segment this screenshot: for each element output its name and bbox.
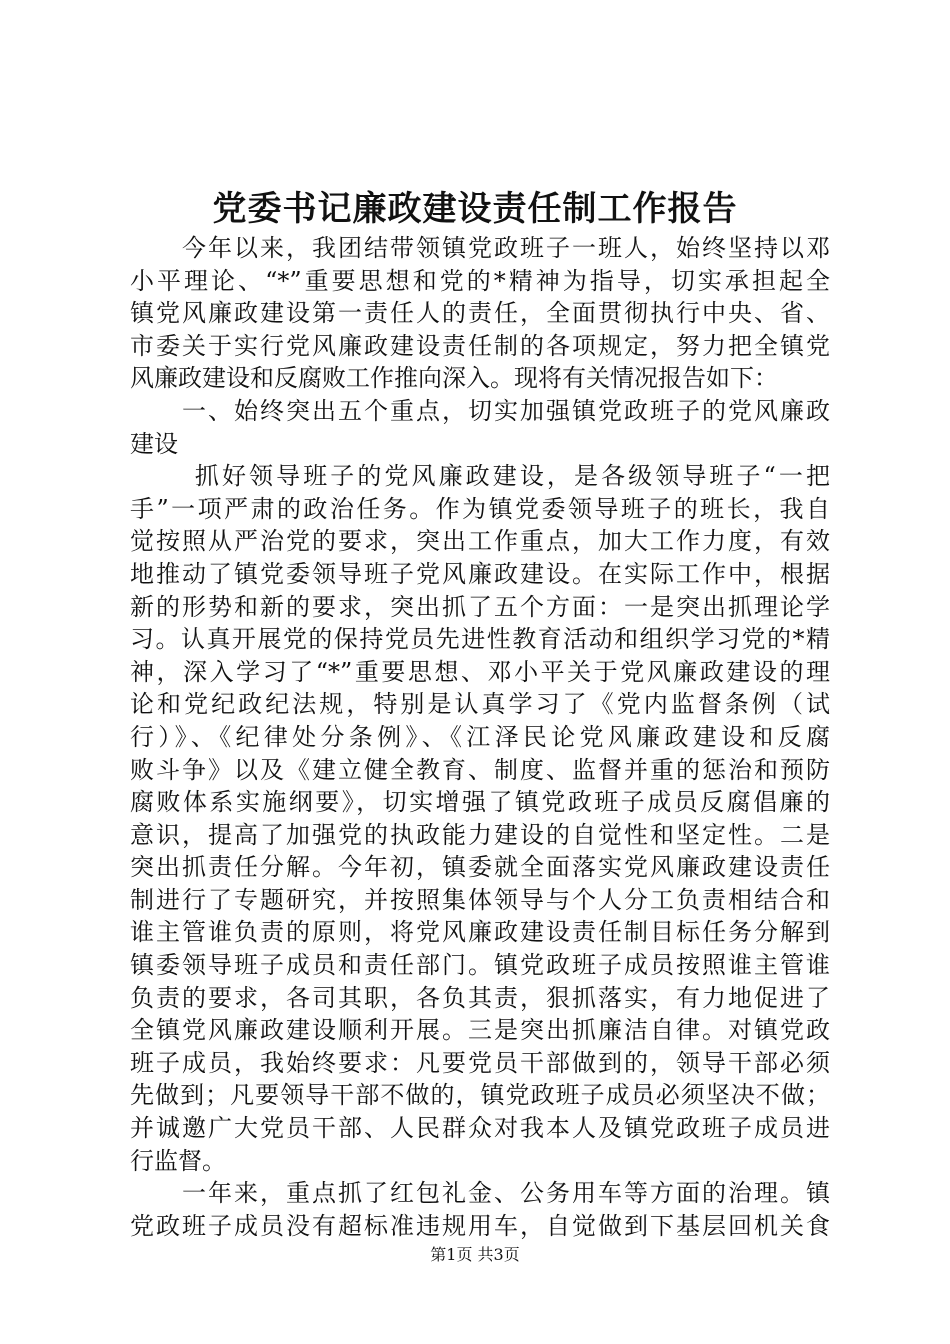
text-line: 一、始终突出五个重点，切实加强镇党政班子的党风廉政 [130,396,830,425]
text-line: 手”一项严肃的政治任务。作为镇党委领导班子的班长，我自 [130,494,830,523]
text-line: 并诚邀广大党员干部、人民群众对我本人及镇党政班子成员进 [130,1114,830,1143]
text-line: 制进行了专题研究，并按照集体领导与个人分工负责相结合和 [130,885,830,914]
text-line: 一年来，重点抓了红包礼金、公务用车等方面的治理。镇 [130,1179,830,1208]
text-line: 行监督。 [130,1146,226,1175]
text-line: 腐败体系实施纲要》，切实增强了镇党政班子成员反腐倡廉的 [130,788,830,817]
text-line: 小平理论、“*”重要思想和党的*精神为指导，切实承担起全 [130,266,830,295]
text-line: 抓好领导班子的党风廉政建设，是各级领导班子“一把 [130,462,830,491]
text-line: 镇党风廉政建设第一责任人的责任，全面贯彻执行中央、省、 [130,299,830,328]
text-line: 新的形势和新的要求，突出抓了五个方面：一是突出抓理论学 [130,592,830,621]
text-line: 镇委领导班子成员和责任部门。镇党政班子成员按照谁主管谁 [130,951,830,980]
text-line: 市委关于实行党风廉政建设责任制的各项规定，努力把全镇党 [130,331,830,360]
text-line: 全镇党风廉政建设顺利开展。三是突出抓廉洁自律。对镇党政 [130,1016,830,1045]
text-line: 突出抓责任分解。今年初，镇委就全面落实党风廉政建设责任 [130,853,830,882]
text-line: 习。认真开展党的保持党员先进性教育活动和组织学习党的*精 [130,625,830,654]
text-line: 败斗争》以及《建立健全教育、制度、监督并重的惩治和预防 [130,755,830,784]
text-line: 意识，提高了加强党的执政能力建设的自觉性和坚定性。二是 [130,820,830,849]
text-line: 行）》、《纪律处分条例》、《江泽民论党风廉政建设和反腐 [130,722,830,751]
document-body [130,232,830,1242]
text-line: 建设 [130,429,178,458]
document-title: 党委书记廉政建设责任制工作报告 [212,189,738,229]
text-line: 地推动了镇党委领导班子党风廉政建设。在实际工作中，根据 [130,559,830,588]
text-line: 觉按照从严治党的要求，突出工作重点，加大工作力度，有效 [130,527,830,556]
text-line: 风廉政建设和反腐败工作推向深入。现将有关情况报告如下： [130,364,778,393]
text-line: 班子成员，我始终要求：凡要党员干部做到的，领导干部必须 [130,1048,830,1077]
text-line: 先做到；凡要领导干部不做的，镇党政班子成员必须坚决不做； [130,1081,830,1110]
text-line: 谁主管谁负责的原则，将党风廉政建设责任制目标任务分解到 [130,918,830,947]
text-line: 论和党纪政纪法规，特别是认真学习了《党内监督条例（试 [130,690,830,719]
text-line: 负责的要求，各司其职，各负其责，狠抓落实，有力地促进了 [130,983,830,1012]
text-line: 党政班子成员没有超标准违规用车，自觉做到下基层回机关食 [130,1211,830,1240]
text-line: 神，深入学习了“*”重要思想、邓小平关于党风廉政建设的理 [130,657,830,686]
page-footer: 第1页 共3页 [430,1245,520,1264]
text-line: 今年以来，我团结带领镇党政班子一班人，始终坚持以邓 [130,234,830,262]
